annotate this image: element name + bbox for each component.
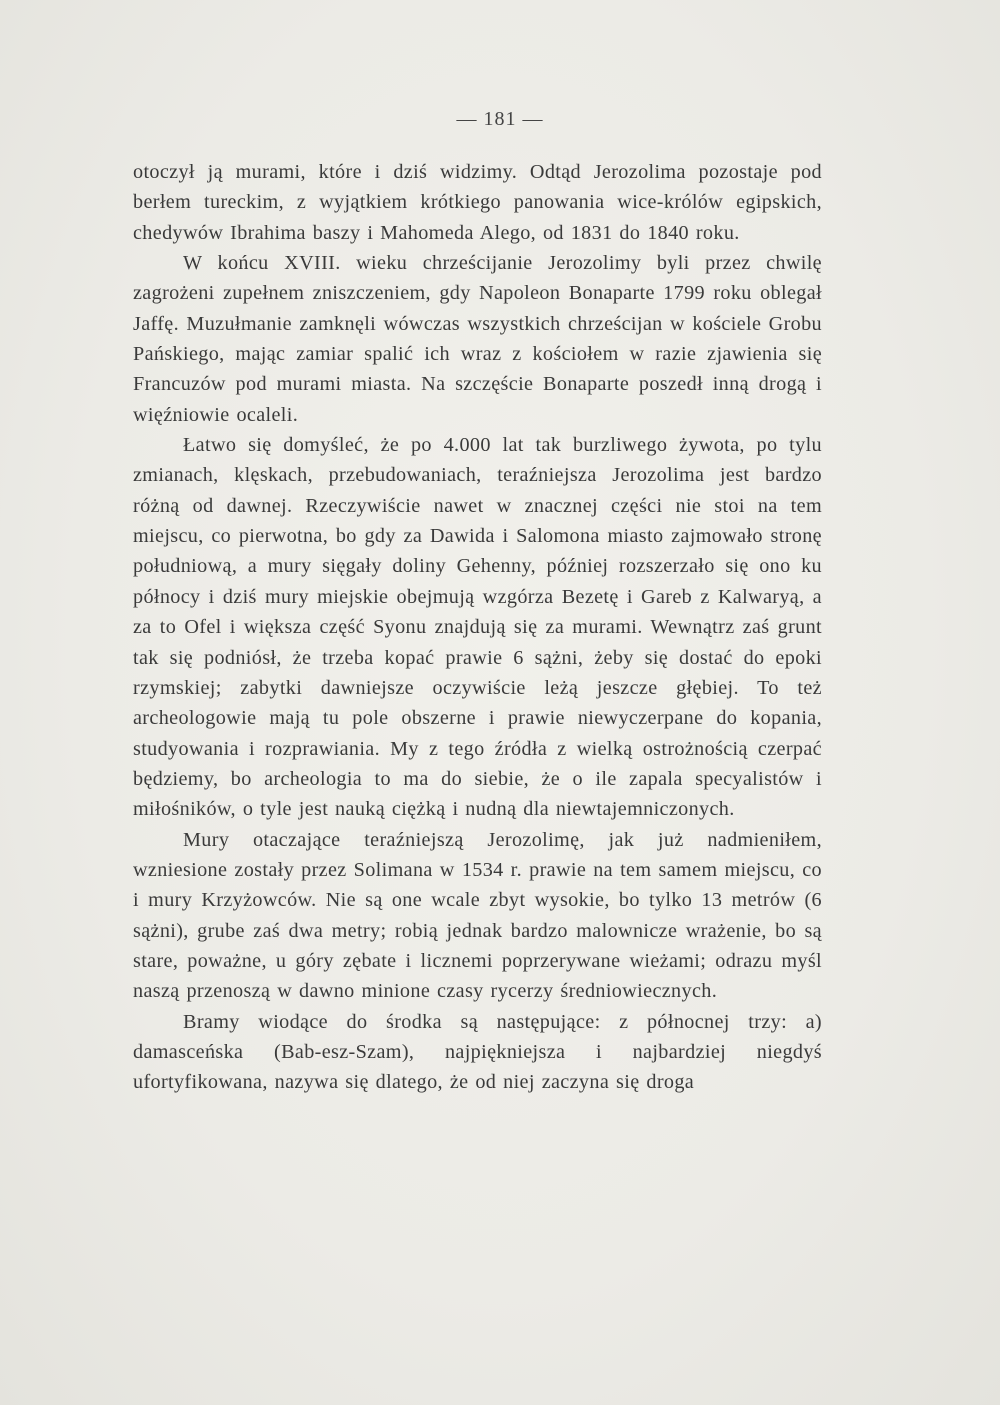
paragraph: Bramy wiodące do środka są następujące: z północnej trzy: a) damasceńska (Bab-esz-Szam), najpiękniejsza i najbardziej niegdyś ufortyfikowana, nazywa się dlatego, że od niej zaczyna się droga [133, 1010, 822, 1094]
body-text [133, 157, 822, 1098]
paragraph: W końcu XVIII. wieku chrześcijanie Jerozolimy byli przez chwilę zagrożeni zupełnem zniszczeniem, gdy Napoleon Bonaparte 1799 roku oblegał Jaffę. Muzułmanie zamknęli wówczas wszystkich chrześcijan w kościele Grobu Pańskiego, mając zamiar spalić ich wraz z kościołem w razie zjawienia się Francuzów pod murami miasta. Na szczęście Bonaparte poszedł inną drogą i więźniowie ocaleli. [133, 252, 822, 426]
paragraph: otoczył ją murami, które i dziś widzimy. Odtąd Jerozolima pozostaje pod berłem tureckim, z wyjątkiem krótkiego panowania wice-królów egipskich, chedywów Ibrahima baszy i Mahomeda Alego, od 1831 do 1840 roku. [133, 161, 822, 244]
paragraph: Łatwo się domyśleć, że po 4.000 lat tak burzliwego żywota, po tylu zmianach, klęskach, przebudowaniach, teraźniejsza Jerozolima jest bardzo różną od dawnej. Rzeczywiście nawet w znacznej części nie stoi na tem miejscu, co pierwotna, bo gdy za Dawida i Salomona miasto zajmowało stronę południową, a mury sięgały doliny Gehenny, później rozszerzało się ono ku północy i dziś mury miejskie obejmują wzgórza Bezetę i Gareb z Kalwaryą, a za to Ofel i większa część Syonu znajdują się za murami. Wewnątrz zaś grunt tak się podniósł, że trzeba kopać prawie 6 sążni, żeby się dostać do epoki rzymskiej; zabytki dawniejsze oczywiście leżą jeszcze głębiej. To też archeologowie mają tu pole obszerne i prawie niewyczerpane do kopania, studyowania i rozprawiania. My z tego źródła z wielką ostrożnością czerpać będziemy, bo archeologia to ma do siebie, że o ile zapala specyalistów i miłośników, o tyle jest nauką ciężką i nudną dla niewtajemniczonych. [133, 434, 822, 821]
page-number-header: — 181 — [456, 108, 544, 130]
paragraph: Mury otaczające teraźniejszą Jerozolimę, jak już nadmieniłem, wzniesione zostały przez Solimana w 1534 r. prawie na tem samem miejscu, co i mury Krzyżowców. Nie są one wcale zbyt wysokie, bo tylko 13 metrów (6 sążni), grube zaś dwa metry; robią jednak bardzo malownicze wrażenie, bo są stare, poważne, u góry zębate i licznemi poprzerywane wieżami; odrazu myśl naszą przenoszą w dawno minione czasy rycerzy średniowiecznych. [133, 828, 822, 1003]
